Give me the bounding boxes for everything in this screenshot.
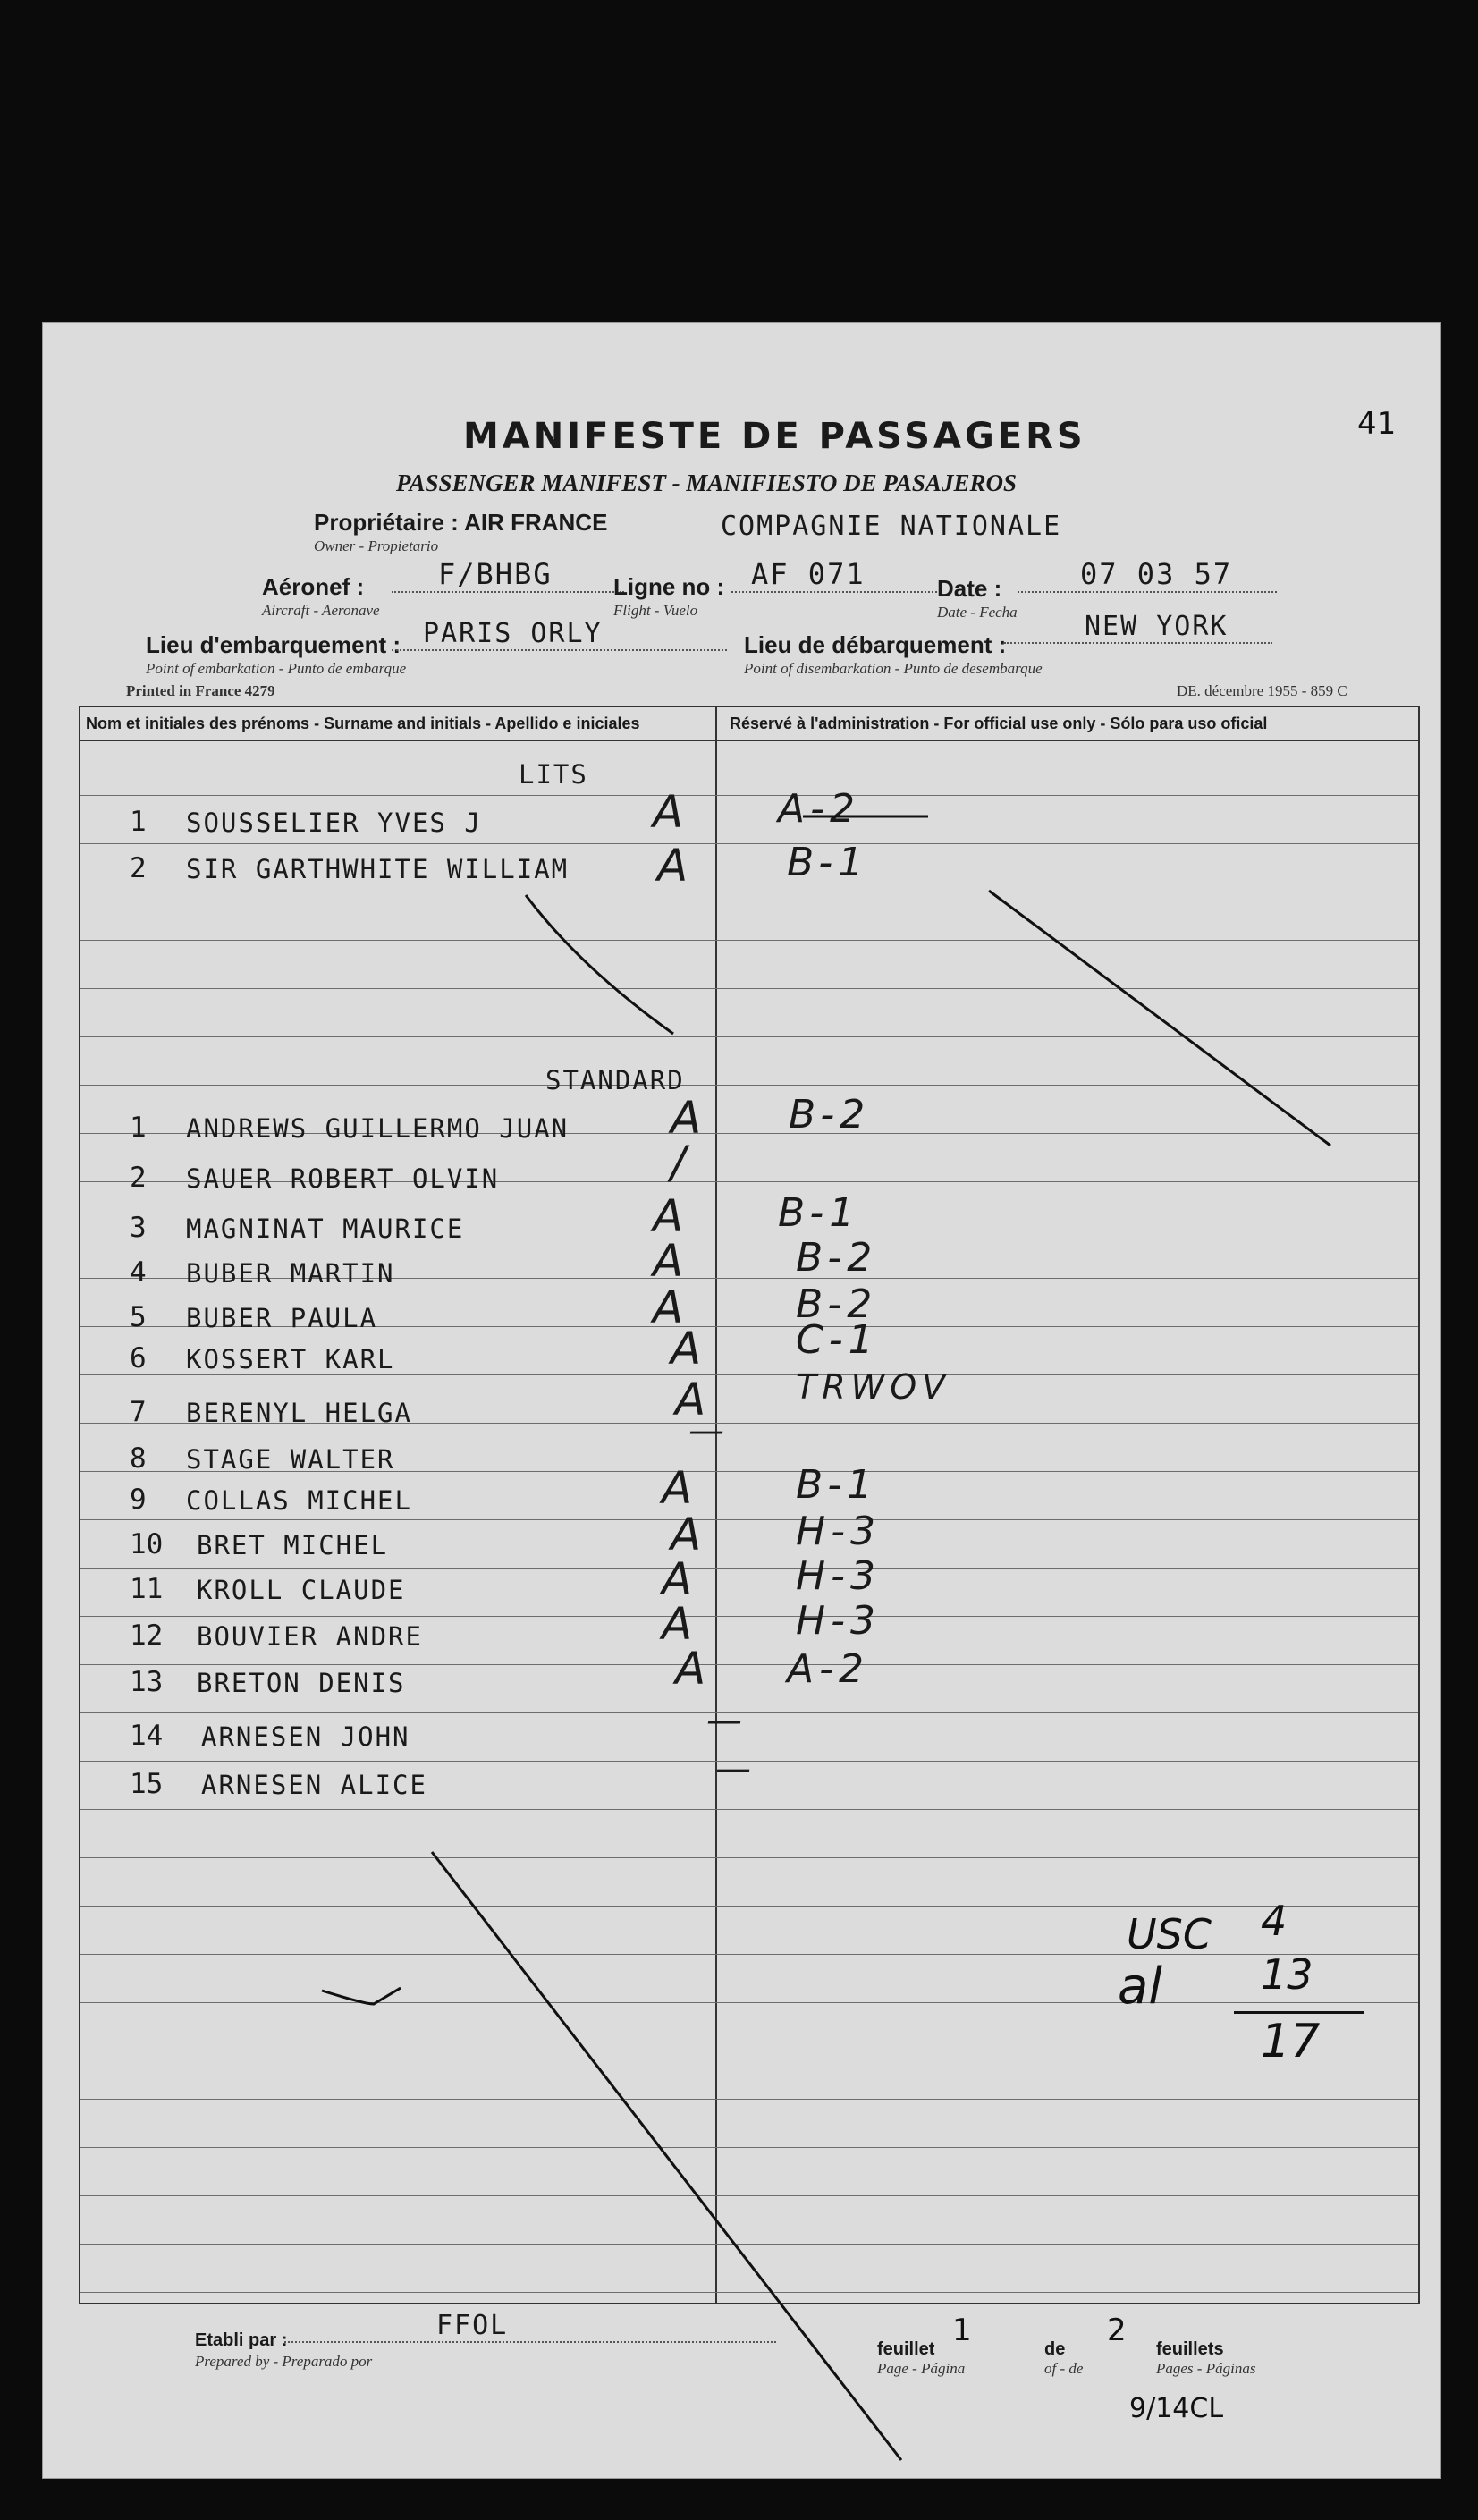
- date-label: Date :: [937, 575, 1002, 602]
- tally-al-label: al: [1118, 1958, 1162, 2016]
- status-mark: A: [675, 1643, 706, 1695]
- owner-value: COMPAGNIE NATIONALE: [721, 511, 1062, 542]
- passenger-name: MAGNINAT MAURICE: [186, 1213, 465, 1244]
- passenger-name: ANDREWS GUILLERMO JUAN: [186, 1113, 570, 1144]
- passenger-number: 5: [130, 1301, 147, 1333]
- passenger-name: BUBER PAULA: [186, 1303, 378, 1333]
- tally-total: 17: [1261, 2015, 1321, 2068]
- owner-sub: Owner - Propietario: [314, 537, 439, 554]
- passenger-name: SOUSSELIER YVES J: [186, 808, 482, 838]
- printed-note: Printed in France 4279: [126, 682, 275, 699]
- sheet-label: feuillet: [877, 2339, 935, 2359]
- passenger-number: 3: [130, 1212, 147, 1244]
- aircraft-value: F/BHBG: [392, 557, 624, 593]
- embark-sub: Point of embarkation - Punto de embarque: [146, 660, 407, 677]
- passenger-number: 7: [130, 1396, 147, 1428]
- flight-value: AF 071: [731, 557, 937, 593]
- passenger-number: 4: [130, 1256, 147, 1289]
- status-mark: A: [671, 1323, 702, 1374]
- seat-code: A-2: [778, 786, 860, 832]
- pen-strokes: [43, 323, 1440, 2478]
- status-mark: A: [671, 1092, 702, 1144]
- page-number: 41: [1357, 406, 1397, 442]
- seat-code: B-2: [789, 1092, 871, 1137]
- status-mark: A: [657, 840, 688, 892]
- sheet-value: 1: [952, 2313, 972, 2348]
- passenger-number: 9: [130, 1484, 147, 1516]
- status-mark: A: [662, 1462, 693, 1514]
- embark-label: Lieu d'embarquement :: [146, 631, 401, 658]
- disembark-value: NEW YORK: [1004, 611, 1272, 644]
- status-mark: A: [675, 1374, 706, 1425]
- manifest-sheet: [42, 322, 1441, 2479]
- seat-code: B-1: [796, 1462, 878, 1508]
- seat-code: B-1: [787, 840, 869, 885]
- status-mark: —: [706, 1700, 742, 1741]
- prepared-value: FFOL: [284, 2310, 776, 2343]
- passenger-name: ARNESEN JOHN: [201, 1721, 410, 1752]
- check-mark: [322, 1988, 401, 2004]
- status-mark: A: [662, 1598, 693, 1650]
- passenger-name: KOSSERT KARL: [186, 1344, 395, 1374]
- column-header-names: Nom et initiales des prénoms - Surname and initials - Apellido e iniciales: [86, 715, 640, 732]
- tally-usc-label: USC: [1127, 1910, 1212, 1958]
- aircraft-sub: Aircraft - Aeronave: [262, 602, 380, 619]
- passenger-number: 11: [130, 1573, 164, 1605]
- passenger-name: SIR GARTHWHITE WILLIAM: [186, 854, 570, 884]
- status-mark: /: [671, 1137, 686, 1188]
- status-mark: A: [671, 1509, 702, 1560]
- status-mark: A: [653, 1235, 684, 1287]
- passenger-number: 1: [130, 1112, 147, 1144]
- passenger-number: 2: [130, 1162, 147, 1194]
- status-mark: —: [715, 1748, 751, 1789]
- seat-code: H-3: [796, 1598, 881, 1644]
- strike-line: [432, 1852, 901, 2460]
- aircraft-label: Aéronef :: [262, 573, 365, 600]
- passenger-name: BUBER MARTIN: [186, 1258, 395, 1289]
- form-title: MANIFESTE DE PASSAGERS: [463, 416, 1086, 457]
- handwritten-stamp: 9/14CL: [1129, 2393, 1224, 2424]
- form-reference: DE. décembre 1955 - 859 C: [1177, 682, 1347, 699]
- passenger-number: 13: [130, 1666, 164, 1698]
- prepared-label: Etabli par :: [195, 2330, 288, 2350]
- tally-al-value: 13: [1261, 1950, 1313, 1999]
- passenger-number: 15: [130, 1768, 164, 1800]
- passenger-name: STAGE WALTER: [186, 1444, 395, 1475]
- passenger-number: 10: [130, 1528, 164, 1560]
- passenger-name: COLLAS MICHEL: [186, 1485, 412, 1516]
- passenger-number: 14: [130, 1720, 164, 1752]
- seat-code: H-3: [796, 1509, 881, 1554]
- pages-label: feuillets: [1156, 2339, 1224, 2359]
- of-value: 2: [1107, 2313, 1127, 2348]
- passenger-number: 12: [130, 1619, 164, 1652]
- passenger-name: SAUER ROBERT OLVIN: [186, 1163, 500, 1194]
- seat-code: B-1: [778, 1190, 860, 1236]
- seat-code: TRWOV: [796, 1367, 951, 1407]
- strike-line: [526, 895, 673, 1034]
- seat-code: B-2: [796, 1281, 878, 1327]
- tally-usc-value: 4: [1261, 1897, 1288, 1945]
- passenger-number: 6: [130, 1342, 147, 1374]
- seat-code: A-2: [787, 1646, 869, 1692]
- status-mark: A: [653, 1281, 684, 1333]
- passenger-name: BRETON DENIS: [197, 1668, 406, 1698]
- status-mark: —: [688, 1410, 724, 1451]
- passenger-number: 2: [130, 852, 147, 884]
- passenger-name: BRET MICHEL: [197, 1530, 389, 1560]
- column-header-official: Réservé à l'administration - For official use only - Sólo para uso oficial: [730, 715, 1268, 732]
- passenger-name: ARNESEN ALICE: [201, 1770, 427, 1800]
- disembark-label: Lieu de débarquement :: [744, 631, 1007, 658]
- form-subtitle: PASSENGER MANIFEST - MANIFIESTO DE PASAJEROS: [396, 469, 1017, 496]
- flight-sub: Flight - Vuelo: [613, 602, 698, 619]
- of-label: de: [1044, 2339, 1066, 2359]
- passenger-name: BOUVIER ANDRE: [197, 1621, 423, 1652]
- passenger-name: KROLL CLAUDE: [197, 1575, 406, 1605]
- status-mark: A: [662, 1553, 693, 1605]
- passenger-number: 8: [130, 1442, 147, 1475]
- seat-code: H-3: [796, 1553, 881, 1599]
- strike-line: [989, 891, 1330, 1146]
- status-mark: A: [653, 786, 684, 838]
- status-mark: A: [653, 1190, 684, 1242]
- section-heading-standard: STANDARD: [545, 1065, 685, 1095]
- pages-sub: Pages - Páginas: [1156, 2360, 1256, 2377]
- owner-label: Propriétaire : AIR FRANCE: [314, 509, 608, 536]
- passenger-number: 1: [130, 806, 147, 838]
- passenger-name: BERENYL HELGA: [186, 1398, 412, 1428]
- sheet-sub: Page - Página: [877, 2360, 966, 2377]
- of-sub: of - de: [1044, 2360, 1084, 2377]
- prepared-sub: Prepared by - Preparado por: [195, 2353, 373, 2370]
- flight-label: Ligne no :: [613, 573, 725, 600]
- seat-code: C-1: [796, 1317, 879, 1363]
- seat-code: B-2: [796, 1235, 878, 1281]
- disembark-sub: Point of disembarkation - Punto de desembarque: [744, 660, 1043, 677]
- date-value: 07 03 57: [1018, 557, 1277, 593]
- embark-value: PARIS ORLY: [392, 618, 727, 651]
- date-sub: Date - Fecha: [937, 604, 1018, 621]
- section-heading-lits: LITS: [519, 759, 588, 790]
